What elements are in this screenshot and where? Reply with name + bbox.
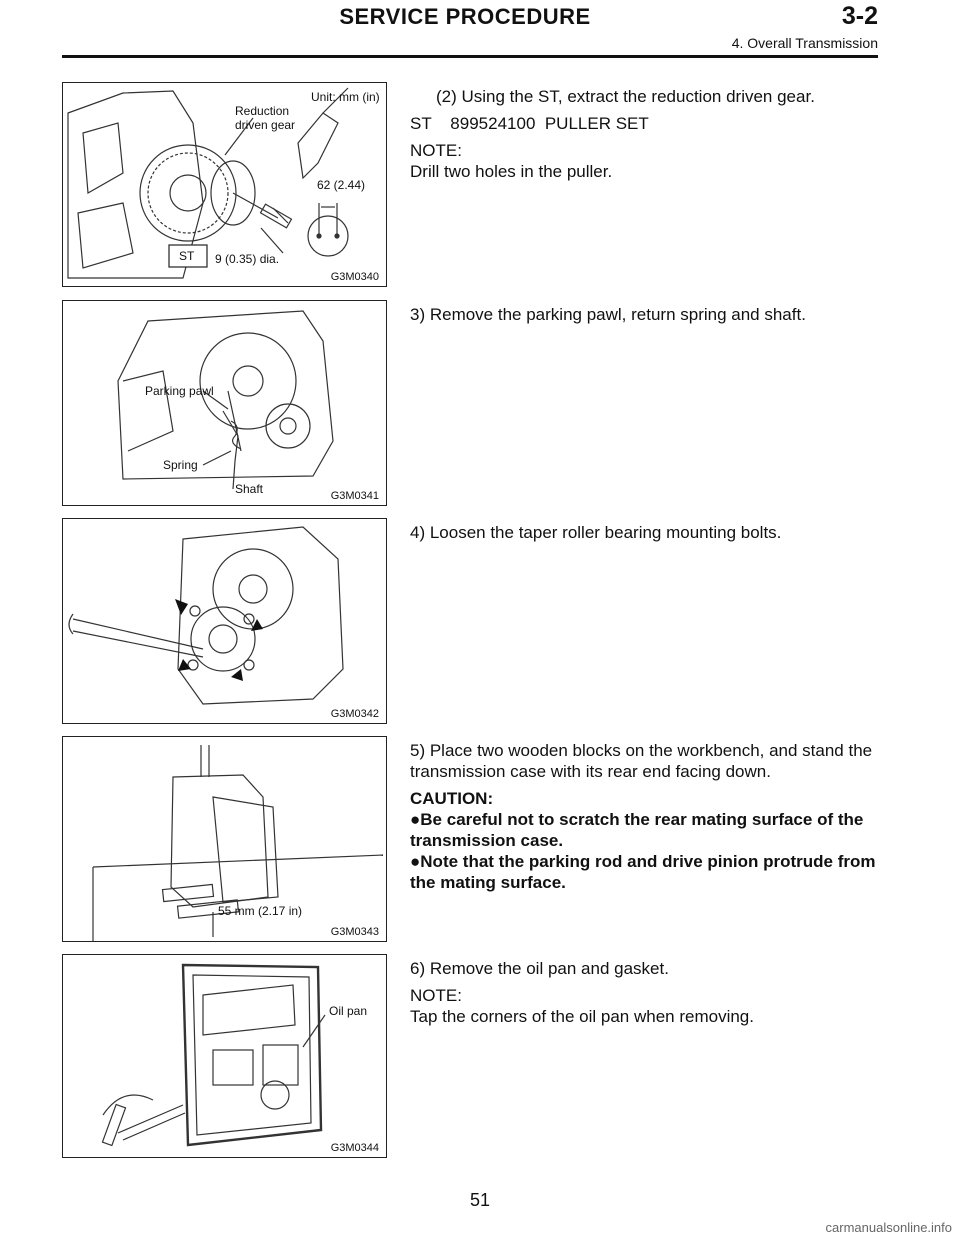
- spring-label: Spring: [163, 458, 198, 472]
- figure-code: G3M0344: [330, 1142, 379, 1154]
- watermark: carmanualsonline.info: [825, 1220, 952, 1235]
- step-heading: (2) Using the ST, extract the reduction driven gear.: [436, 87, 815, 106]
- note-label: NOTE:: [410, 986, 462, 1005]
- step-heading: 5) Place two wooden blocks on the workbench, and stand the transmission case with its rear end facing down.: [410, 741, 873, 781]
- hole-diameter-label: 9 (0.35) dia.: [215, 252, 280, 266]
- oil-pan-illustration: [63, 955, 387, 1158]
- header-rule: [62, 55, 878, 58]
- note-text: Drill two holes in the puller.: [410, 162, 613, 181]
- figure-code: G3M0340: [330, 271, 379, 283]
- step-6: [410, 958, 880, 1033]
- part-label-line1: Reduction: [235, 104, 290, 118]
- caution-item: ●Note that the parking rod and drive pinion protrude from the mating surface.: [410, 852, 876, 892]
- part-label-line2: driven gear: [235, 118, 296, 132]
- st-label: ST: [179, 249, 195, 263]
- figure-code: G3M0342: [330, 708, 379, 720]
- unit-label: Unit: mm (in): [311, 90, 380, 104]
- step-5: [410, 740, 880, 893]
- figure-wooden-blocks: [62, 736, 387, 942]
- figure-bearing-bolts: [62, 518, 387, 724]
- section-title: SERVICE PROCEDURE: [339, 4, 591, 29]
- bullet-icon: ●: [410, 852, 421, 871]
- figure-code: G3M0343: [330, 926, 379, 938]
- step-2: [410, 86, 880, 188]
- bullet-icon: ●: [410, 810, 421, 829]
- note-text: Tap the corners of the oil pan when removing.: [410, 1007, 754, 1026]
- figure-oil-pan: [62, 954, 387, 1158]
- figure-code: G3M0341: [330, 490, 379, 502]
- caution-label: CAUTION:: [410, 789, 494, 808]
- special-tool-line: ST 899524100 PULLER SET: [410, 114, 649, 133]
- section-subtitle: 4. Overall Transmission: [731, 35, 878, 51]
- note-label: NOTE:: [410, 141, 462, 160]
- section-code: 3-2: [841, 2, 878, 30]
- step-heading: 6) Remove the oil pan and gasket.: [410, 959, 669, 978]
- bearing-bolts-illustration: [63, 519, 387, 724]
- figure-parking-pawl: [62, 300, 387, 506]
- caution-item: ●Be careful not to scratch the rear mating surface of the transmission case.: [410, 810, 864, 850]
- page-number: 51: [469, 1190, 491, 1210]
- page-header: [0, 0, 960, 64]
- oil-pan-label: Oil pan: [329, 1004, 368, 1018]
- dimension-label: 62 (2.44): [317, 178, 366, 192]
- parking-pawl-illustration: [63, 301, 387, 506]
- step-heading: 3) Remove the parking pawl, return spring and shaft.: [410, 305, 806, 324]
- step-3: [410, 304, 880, 331]
- block-height-label: 55 mm (2.17 in): [218, 904, 303, 918]
- step-4: [410, 522, 880, 549]
- step-heading: 4) Loosen the taper roller bearing mounting bolts.: [410, 523, 782, 542]
- figure-reduction-gear: [62, 82, 387, 287]
- shaft-label: Shaft: [235, 482, 264, 496]
- parking-pawl-label: Parking pawl: [145, 384, 214, 398]
